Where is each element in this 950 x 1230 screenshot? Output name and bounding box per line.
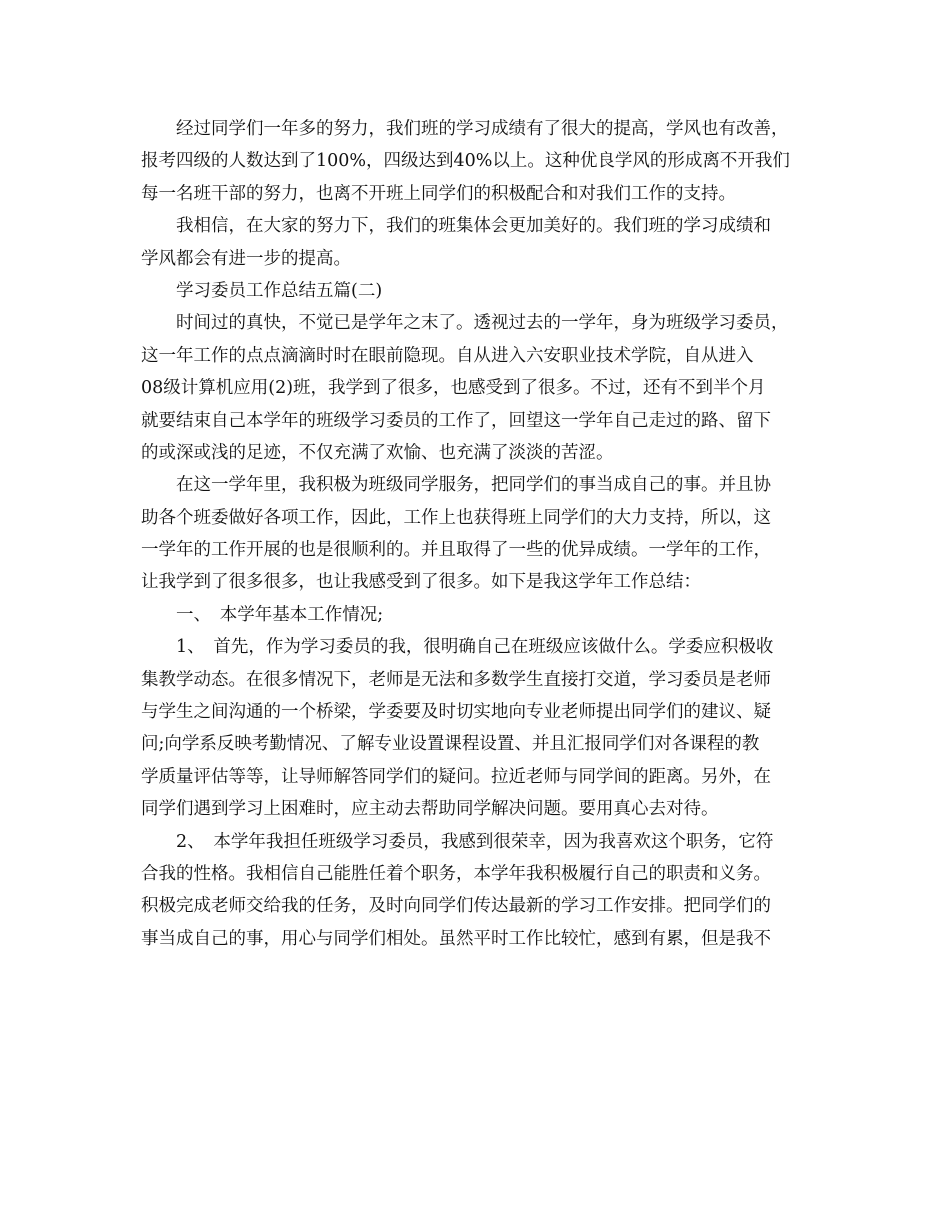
text-line: 就要结束自己本学年的班级学习委员的工作了，回望这一学年自己走过的路、留下 [141, 410, 771, 431]
section-heading: 学习委员工作总结五篇(二) [141, 280, 383, 301]
text-line: 同学们遇到学习上困难时，应主动去帮助同学解决问题。要用真心去对待。 [141, 799, 719, 820]
text-line: 在这一学年里，我积极为班级同学服务，把同学们的事当成自己的事。并且协 [141, 475, 771, 496]
text-line: 报考四级的人数达到了100%，四级达到40%以上。这种优良学风的形成离不开我们 [141, 151, 790, 172]
text-line: 的或深或浅的足迹，不仅充满了欢愉、也充满了淡淡的苦涩。 [141, 442, 614, 463]
text-line: 08级计算机应用(2)班，我学到了很多，也感受到了很多。不过，还有不到半个月 [141, 378, 766, 399]
text-line: 学质量评估等等，让导师解答同学们的疑问。拉近老师与同学间的距离。另外，在 [141, 766, 771, 787]
text-line: 集教学动态。在很多情况下，老师是无法和多数学生直接打交道，学习委员是老师 [141, 669, 771, 690]
text-line: 事当成自己的事，用心与同学们相处。虽然平时工作比较忙，感到有累，但是我不 [141, 928, 771, 949]
text-line: 我相信，在大家的努力下，我们的班集体会更加美好的。我们班的学习成绩和 [141, 216, 771, 237]
text-line: 问;向学系反映考勤情况、了解专业设置课程设置、并且汇报同学们对各课程的教 [141, 734, 760, 755]
document-body [141, 113, 811, 955]
text-line: 助各个班委做好各项工作，因此，工作上也获得班上同学们的大力支持，所以，这 [141, 507, 771, 528]
text-line: 积极完成老师交给我的任务，及时向同学们传达最新的学习工作安排。把同学们的 [141, 896, 771, 917]
list-heading: 一、 本学年基本工作情况; [141, 604, 384, 625]
text-line: 2、 本学年我担任班级学习委员，我感到很荣幸，因为我喜欢这个职务，它符 [141, 831, 774, 852]
text-line: 学风都会有进一步的提高。 [141, 248, 351, 269]
text-line: 经过同学们一年多的努力，我们班的学习成绩有了很大的提高，学风也有改善， [141, 119, 789, 139]
text-line: 时间过的真快，不觉已是学年之末了。透视过去的一学年，身为班级学习委员， [141, 313, 789, 334]
text-line: 每一名班干部的努力，也离不开班上同学们的积极配合和对我们工作的支持。 [141, 183, 736, 204]
text-line: 这一年工作的点点滴滴时时在眼前隐现。自从进入六安职业技术学院，自从进入 [141, 345, 754, 366]
text-line: 合我的性格。我相信自己能胜任着个职务，本学年我积极履行自己的职责和义务。 [141, 863, 771, 884]
text-line: 让我学到了很多很多，也让我感受到了很多。如下是我这学年工作总结： [141, 572, 701, 593]
text-line: 与学生之间沟通的一个桥梁，学委要及时切实地向专业老师提出同学们的建议、疑 [141, 702, 771, 723]
text-line: 一学年的工作开展的也是很顺利的。并且取得了一些的优异成绩。一学年的工作， [141, 540, 771, 561]
text-line: 1、 首先，作为学习委员的我，很明确自己在班级应该做什么。学委应积极收 [141, 637, 774, 658]
